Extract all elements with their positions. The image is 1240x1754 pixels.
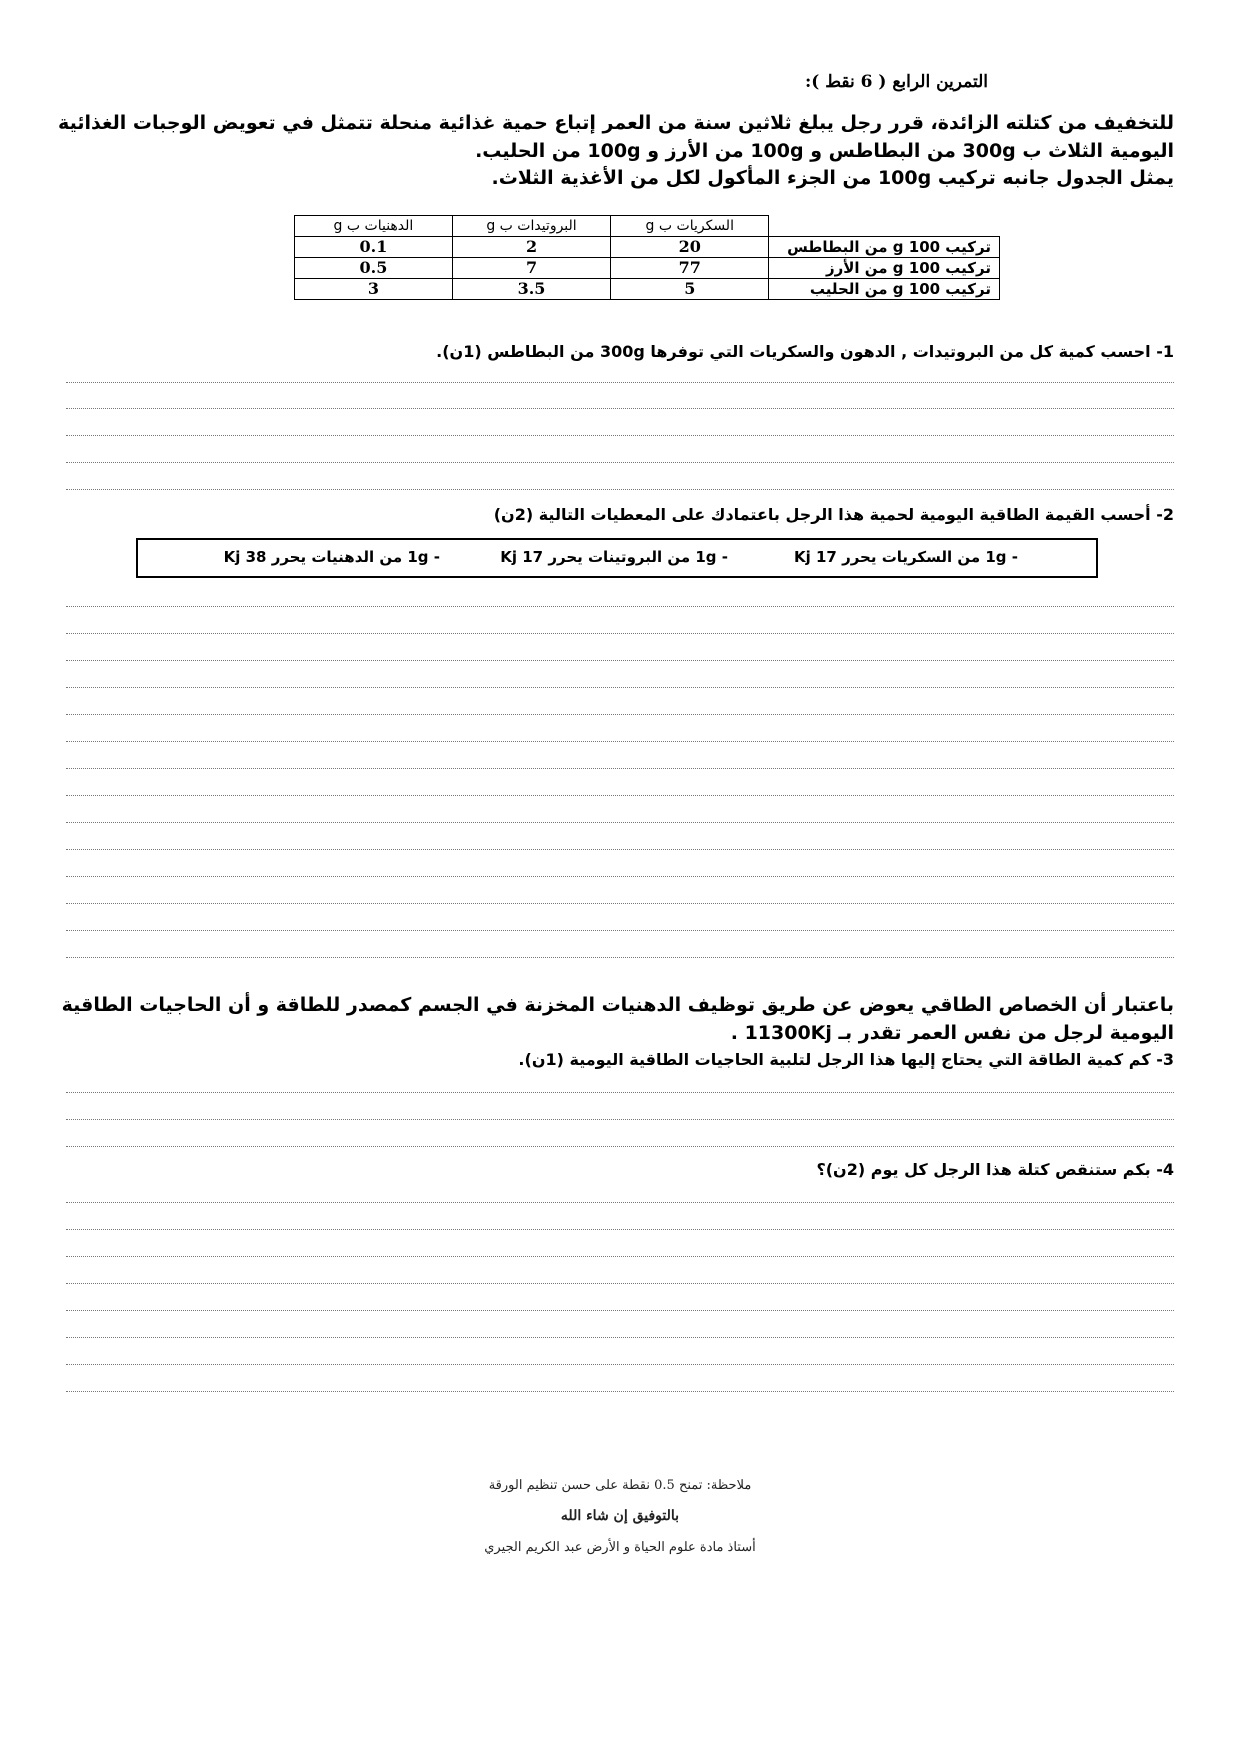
context-line-2: اليومية لرجل من نفس العمر تقدر بـ 11300Kj . bbox=[730, 1022, 1174, 1044]
table-cell: 3.5 bbox=[452, 279, 610, 300]
answer-line[interactable] bbox=[66, 633, 1174, 634]
answer-line[interactable] bbox=[66, 435, 1174, 436]
context-line-1: باعتبار أن الخصاص الطاقي يعوض عن طريق توظيف الدهنيات المخزنة في الجسم كمصدر للطاقة و أن الحاجيات الطاقية bbox=[61, 994, 1174, 1016]
given-sugars: - 1g من السكريات يحرر 17 Kj bbox=[793, 548, 1018, 566]
answer-line[interactable] bbox=[66, 606, 1174, 607]
answer-line[interactable] bbox=[66, 768, 1174, 769]
answer-line[interactable] bbox=[66, 903, 1174, 904]
table-cell: 5 bbox=[611, 279, 769, 300]
table-cell: 7 bbox=[452, 258, 610, 279]
composition-table bbox=[294, 215, 1000, 300]
answer-line[interactable] bbox=[66, 489, 1174, 490]
intro-line-2: اليومية الثلاث ب 300g من البطاطس و 100g من الأرز و 100g من الحليب. bbox=[475, 140, 1174, 162]
answer-line[interactable] bbox=[66, 1202, 1174, 1203]
answer-line[interactable] bbox=[66, 714, 1174, 715]
header-lipids: الدهنيات ب g bbox=[295, 216, 453, 237]
row-label-milk: تركيب g 100 من الحليب bbox=[769, 279, 1000, 300]
answer-line[interactable] bbox=[66, 1119, 1174, 1120]
answer-line[interactable] bbox=[66, 822, 1174, 823]
exercise-title: التمرين الرابع ( 6 نقط ): bbox=[805, 72, 988, 92]
answer-line[interactable] bbox=[66, 1092, 1174, 1093]
answer-line[interactable] bbox=[66, 1391, 1174, 1392]
header-sugars: السكريات ب g bbox=[611, 216, 769, 237]
question-2: 2- أحسب القيمة الطاقية اليومية لحمية هذا الرجل باعتمادك على المعطيات التالية (2ن) bbox=[493, 505, 1174, 524]
given-proteins: - 1g من البروتينات يحرر 17 Kj bbox=[500, 548, 728, 566]
answer-line[interactable] bbox=[66, 687, 1174, 688]
answer-line[interactable] bbox=[66, 795, 1174, 796]
answer-line[interactable] bbox=[66, 1256, 1174, 1257]
table-row bbox=[295, 258, 1000, 279]
table-cell: 2 bbox=[452, 237, 610, 258]
table-row bbox=[295, 279, 1000, 300]
answer-line[interactable] bbox=[66, 382, 1174, 383]
answer-line[interactable] bbox=[66, 849, 1174, 850]
answer-line[interactable] bbox=[66, 957, 1174, 958]
table-cell: 20 bbox=[611, 237, 769, 258]
table-corner-cell bbox=[769, 216, 1000, 237]
table-cell: 77 bbox=[611, 258, 769, 279]
answer-line[interactable] bbox=[66, 462, 1174, 463]
answer-line[interactable] bbox=[66, 876, 1174, 877]
question-4: 4- بكم ستنقص كتلة هذا الرجل كل يوم (2ن)؟ bbox=[816, 1160, 1174, 1179]
table-row bbox=[295, 237, 1000, 258]
answer-line[interactable] bbox=[66, 408, 1174, 409]
intro-line-3: يمثل الجدول جانبه تركيب 100g من الجزء المأكول لكل من الأغذية الثلاث. bbox=[491, 167, 1174, 189]
answer-line[interactable] bbox=[66, 741, 1174, 742]
answer-line[interactable] bbox=[66, 1229, 1174, 1230]
table-header-row bbox=[295, 216, 1000, 237]
row-label-rice: تركيب g 100 من الأرز bbox=[769, 258, 1000, 279]
question-1: 1- احسب كمية كل من البروتيدات , الدهون والسكريات التي توفرها 300g من البطاطس (1ن). bbox=[436, 342, 1174, 361]
answer-line[interactable] bbox=[66, 1337, 1174, 1338]
intro-line-1: للتخفيف من كتلته الزائدة، قرر رجل يبلغ ثلاثين سنة من العمر إتباع حمية غذائية منحلة تتمثل في تعويض الوجبات الغذائية bbox=[58, 112, 1174, 134]
answer-line[interactable] bbox=[66, 1364, 1174, 1365]
table-cell: 0.5 bbox=[295, 258, 453, 279]
table-cell: 0.1 bbox=[295, 237, 453, 258]
answer-line[interactable] bbox=[66, 1283, 1174, 1284]
answer-line[interactable] bbox=[66, 1146, 1174, 1147]
answer-line[interactable] bbox=[66, 930, 1174, 931]
row-label-potato: تركيب g 100 من البطاطس bbox=[769, 237, 1000, 258]
footer-note: ملاحظة: تمنح 0.5 نقطة على حسن تنظيم الورقة bbox=[488, 1478, 752, 1493]
question-3: 3- كم كمية الطاقة التي يحتاج إليها هذا الرجل لتلبية الحاجيات الطاقية اليومية (1ن). bbox=[518, 1050, 1174, 1069]
answer-line[interactable] bbox=[66, 660, 1174, 661]
table-cell: 3 bbox=[295, 279, 453, 300]
footer-teacher: أستاذ مادة علوم الحياة و الأرض عبد الكريم الجيري bbox=[484, 1540, 756, 1555]
header-proteins: البروتيدات ب g bbox=[452, 216, 610, 237]
given-lipids: - 1g من الدهنيات يحرر 38 Kj bbox=[223, 548, 440, 566]
footer-wish: بالتوفيق إن شاء الله bbox=[560, 1508, 680, 1524]
answer-line[interactable] bbox=[66, 1310, 1174, 1311]
